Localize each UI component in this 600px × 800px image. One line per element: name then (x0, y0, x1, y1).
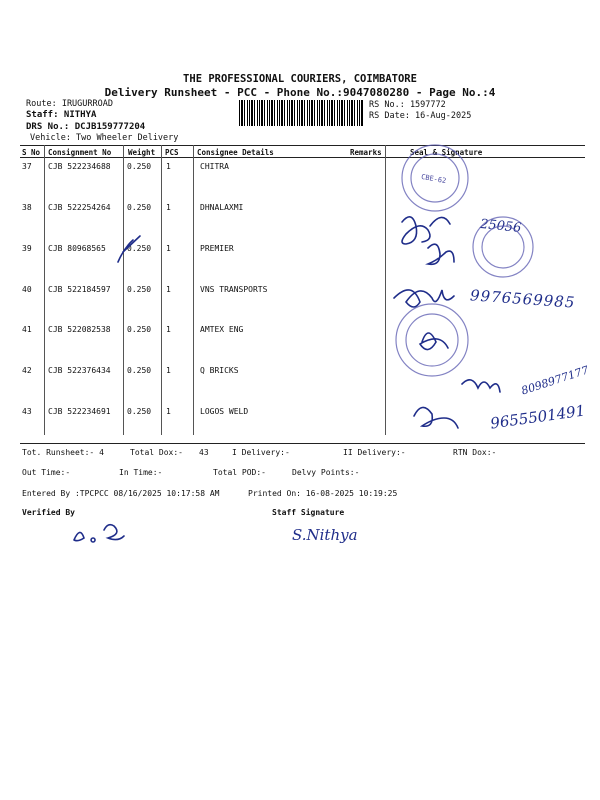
handwritten-phone-3: 8098977177 (519, 363, 591, 398)
rs-date-label: RS Date: 16-Aug-2025 (369, 111, 472, 121)
handwritten-phone-2: 9976569985 (469, 286, 576, 312)
row-sno: 43 (22, 407, 32, 416)
row-sno: 42 (22, 366, 32, 375)
delvy-points-label: Delvy Points:- (292, 468, 360, 477)
entered-by: Entered By :TPCPCC 08/16/2025 10:17:58 AM (22, 489, 220, 498)
total-dox-label: Total Dox:- (130, 448, 183, 457)
row-weight: 0.250 (127, 203, 152, 212)
staff-signature-label: Staff Signature (272, 508, 345, 517)
vehicle-label: Vehicle: Two Wheeler Delivery (30, 133, 179, 143)
col-sno: S No (22, 148, 41, 157)
tot-runsheet: Tot. Runsheet:- 4 (22, 448, 104, 457)
row-consignee: AMTEX ENG (200, 325, 244, 334)
signature-scribble (402, 217, 450, 244)
printed-on: Printed On: 16-08-2025 10:19:25 (248, 489, 398, 498)
row-sno: 39 (22, 244, 32, 253)
signature-scribble (462, 380, 500, 392)
col-pcs: PCS (165, 148, 179, 157)
row-consignment: CJB 522234688 (48, 162, 111, 171)
col-seal: Seal & Signature (410, 148, 483, 157)
row-consignment: CJB 522184597 (48, 285, 111, 294)
row-consignee: DHNALAXMI (200, 203, 244, 212)
row-consignee: VNS TRANSPORTS (200, 285, 268, 294)
row-consignee: LOGOS WELD (200, 407, 249, 416)
row-pcs: 1 (166, 325, 171, 334)
row-consignment: CJB 522254264 (48, 203, 111, 212)
signature-scribble (414, 407, 458, 428)
out-time-label: Out Time:- (22, 468, 71, 477)
signature-scribble (420, 333, 448, 350)
staff-label: Staff: NITHYA (26, 110, 97, 120)
ii-delivery-label: II Delivery:- (343, 448, 406, 457)
row-weight: 0.250 (127, 407, 152, 416)
row-pcs: 1 (166, 244, 171, 253)
company-stamp (402, 145, 468, 211)
row-weight: 0.250 (127, 162, 152, 171)
row-consignment: CJB 80968565 (48, 244, 106, 253)
col-consignee: Consignee Details (197, 148, 274, 157)
verified-by-label: Verified By (22, 508, 75, 517)
i-delivery-label: I Delivery:- (232, 448, 290, 457)
company-title: THE PROFESSIONAL COURIERS, COIMBATORE (183, 73, 417, 85)
company-stamp (396, 304, 468, 376)
row-consignee: Q BRICKS (200, 366, 239, 375)
handwritten-phone-1: 25056 (479, 216, 523, 237)
col-weight: Weight (128, 148, 156, 157)
handwritten-phone-4: 9655501491 (489, 401, 587, 433)
row-consignment: CJB 522376434 (48, 366, 111, 375)
row-pcs: 1 (166, 203, 171, 212)
stamp-text: CBE-62 (420, 172, 447, 186)
total-pod-label: Total POD:- (213, 468, 266, 477)
row-pcs: 1 (166, 407, 171, 416)
row-sno: 40 (22, 285, 32, 294)
row-sno: 37 (22, 162, 32, 171)
total-dox-value: 43 (199, 448, 209, 457)
row-pcs: 1 (166, 366, 171, 375)
col-consignment: Consignment No (48, 148, 112, 157)
row-consignee: CHITRA (200, 162, 229, 171)
row-consignment: CJB 522234691 (48, 407, 111, 416)
verified-signature (74, 525, 124, 542)
signature-scribble (428, 244, 454, 264)
row-consignee: PREMIER (200, 244, 234, 253)
row-weight: 0.250 (127, 244, 152, 253)
rs-no-label: RS No.: 1597772 (369, 100, 446, 110)
row-weight: 0.250 (127, 285, 152, 294)
check-mark (118, 236, 140, 262)
col-remarks: Remarks (350, 148, 382, 157)
row-weight: 0.250 (127, 325, 152, 334)
row-weight: 0.250 (127, 366, 152, 375)
route-label: Route: IRUGURROAD (26, 99, 113, 109)
in-time-label: In Time:- (119, 468, 163, 477)
row-sno: 38 (22, 203, 32, 212)
rtn-dox-label: RTN Dox:- (453, 448, 497, 457)
staff-signature-text: S.Nithya (292, 526, 358, 544)
row-sno: 41 (22, 325, 32, 334)
row-pcs: 1 (166, 285, 171, 294)
runsheet-title: Delivery Runsheet - PCC - Phone No.:9047080280 - Page No.:4 (104, 86, 496, 99)
row-consignment: CJB 522082538 (48, 325, 111, 334)
row-pcs: 1 (166, 162, 171, 171)
drs-label: DRS No.: DCJB159777204 (26, 122, 146, 132)
